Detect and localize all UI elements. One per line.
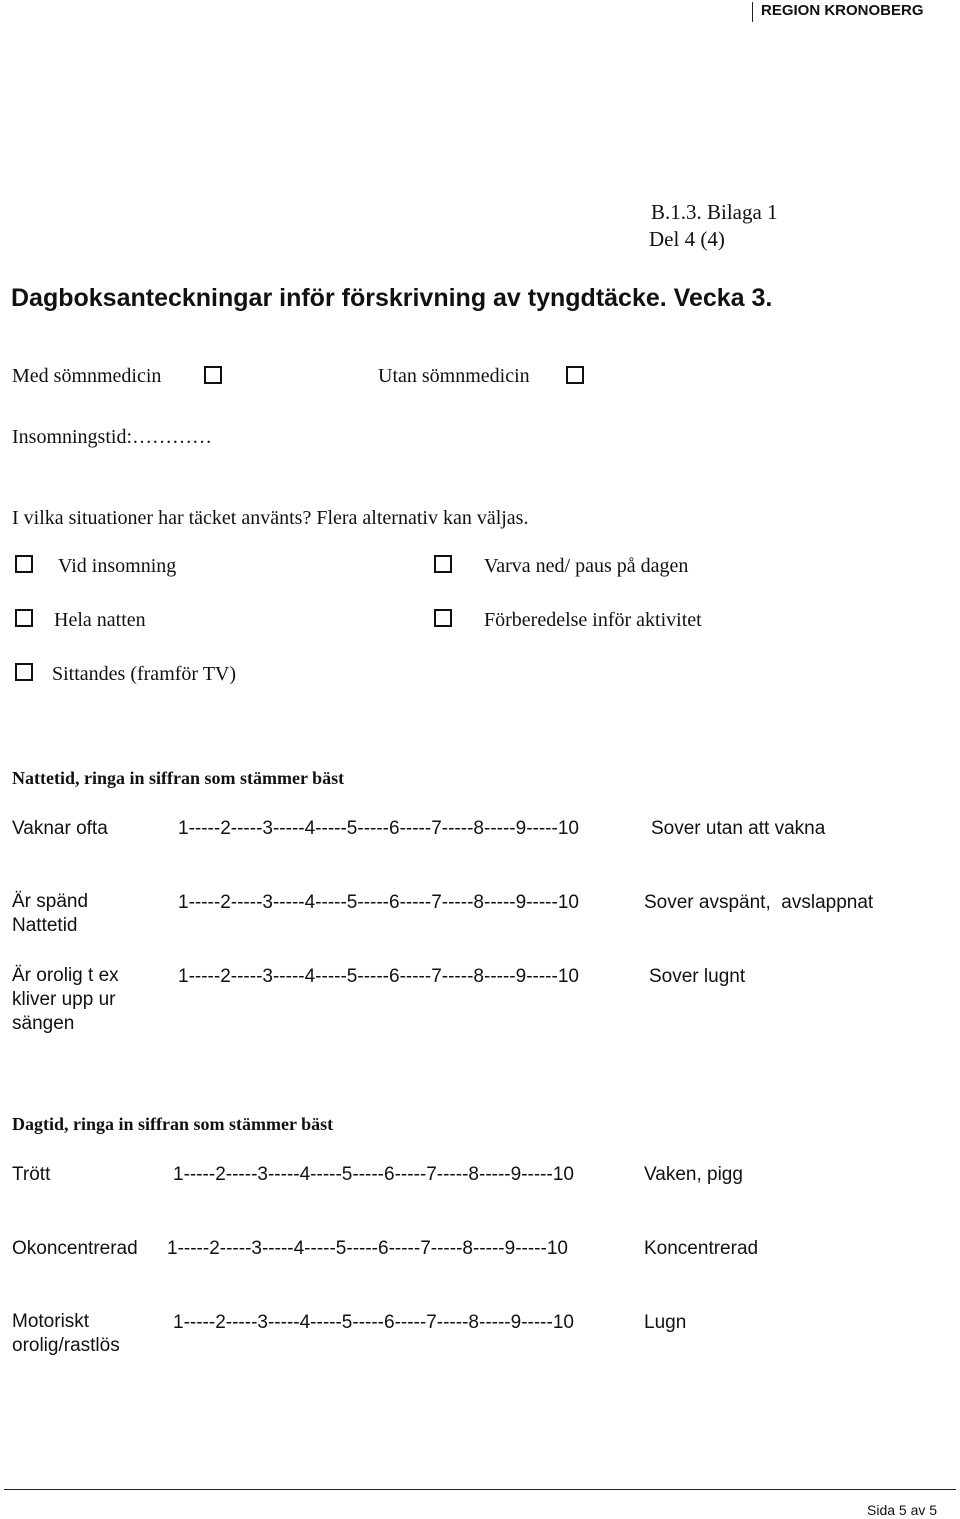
day-section-heading: Dagtid, ringa in siffran som stämmer bäst [12,1114,334,1134]
night-row-1-scale[interactable]: 1-----2-----3-----4-----5-----6-----7-----8-----9-----10 [178,818,579,839]
page-title: Dagboksanteckningar inför förskrivning av tyngdtäcke. Vecka 3. [11,284,773,312]
day-row-2-left-label: Okoncentrerad [12,1238,138,1259]
night-row-1-right-label: Sover utan att vakna [651,818,826,839]
option-forberedelse-checkbox[interactable] [434,609,452,627]
day-row-3-scale[interactable]: 1-----2-----3-----4-----5-----6-----7-----8-----9-----10 [173,1312,574,1333]
night-row-2-left-label: Är spänd Nattetid [12,891,89,936]
night-row-2-scale[interactable]: 1-----2-----3-----4-----5-----6-----7-----8-----9-----10 [178,892,579,913]
option-hela-natten-checkbox[interactable] [15,609,33,627]
organization-name: REGION KRONOBERG [761,2,924,19]
option-forberedelse-label: Förberedelse inför aktivitet [484,609,702,631]
footer-divider [4,1489,956,1490]
night-row-2-right-label: Sover avspänt, avslappnat [644,892,874,913]
night-row-3-scale[interactable]: 1-----2-----3-----4-----5-----6-----7-----8-----9-----10 [178,966,579,987]
night-row-3-left-label: Är orolig t ex kliver upp ur sängen [12,965,119,1034]
day-row-2-scale[interactable]: 1-----2-----3-----4-----5-----6-----7-----8-----9-----10 [167,1238,568,1259]
day-row-1-right-label: Vaken, pigg [644,1164,743,1185]
page-number: Sida 5 av 5 [867,1502,938,1518]
day-row-2-right-label: Koncentrerad [644,1238,759,1259]
day-row-1-left-label: Trött [12,1164,51,1185]
without-medication-checkbox[interactable] [566,366,584,384]
document-part: Del 4 (4) [649,227,725,251]
without-medication-label: Utan sömnmedicin [378,365,530,387]
document-reference: B.1.3. Bilaga 1 [651,200,778,224]
option-hela-natten-label: Hela natten [54,609,146,631]
day-row-1-scale[interactable]: 1-----2-----3-----4-----5-----6-----7-----8-----9-----10 [173,1164,574,1185]
night-row-3-right-label: Sover lugnt [649,966,746,987]
day-row-3-right-label: Lugn [644,1312,687,1333]
night-row-1-left-label: Vaknar ofta [12,818,108,839]
option-sittandes-label: Sittandes (framför TV) [52,663,237,685]
option-vid-insomning-checkbox[interactable] [15,555,33,573]
sleep-onset-field[interactable]: Insomningstid:………… [12,426,213,448]
night-section-heading: Nattetid, ringa in siffran som stämmer bäst [12,768,345,788]
with-medication-label: Med sömnmedicin [12,365,162,387]
day-row-3-left-label: Motoriskt orolig/rastlös [12,1311,120,1356]
with-medication-checkbox[interactable] [204,366,222,384]
option-varva-ned-label: Varva ned/ paus på dagen [484,555,689,577]
situations-question: I vilka situationer har täcket använts? Flera alternativ kan väljas. [12,507,529,529]
option-vid-insomning-label: Vid insomning [58,555,177,577]
option-sittandes-checkbox[interactable] [15,663,33,681]
option-varva-ned-checkbox[interactable] [434,555,452,573]
header-divider [752,2,753,22]
